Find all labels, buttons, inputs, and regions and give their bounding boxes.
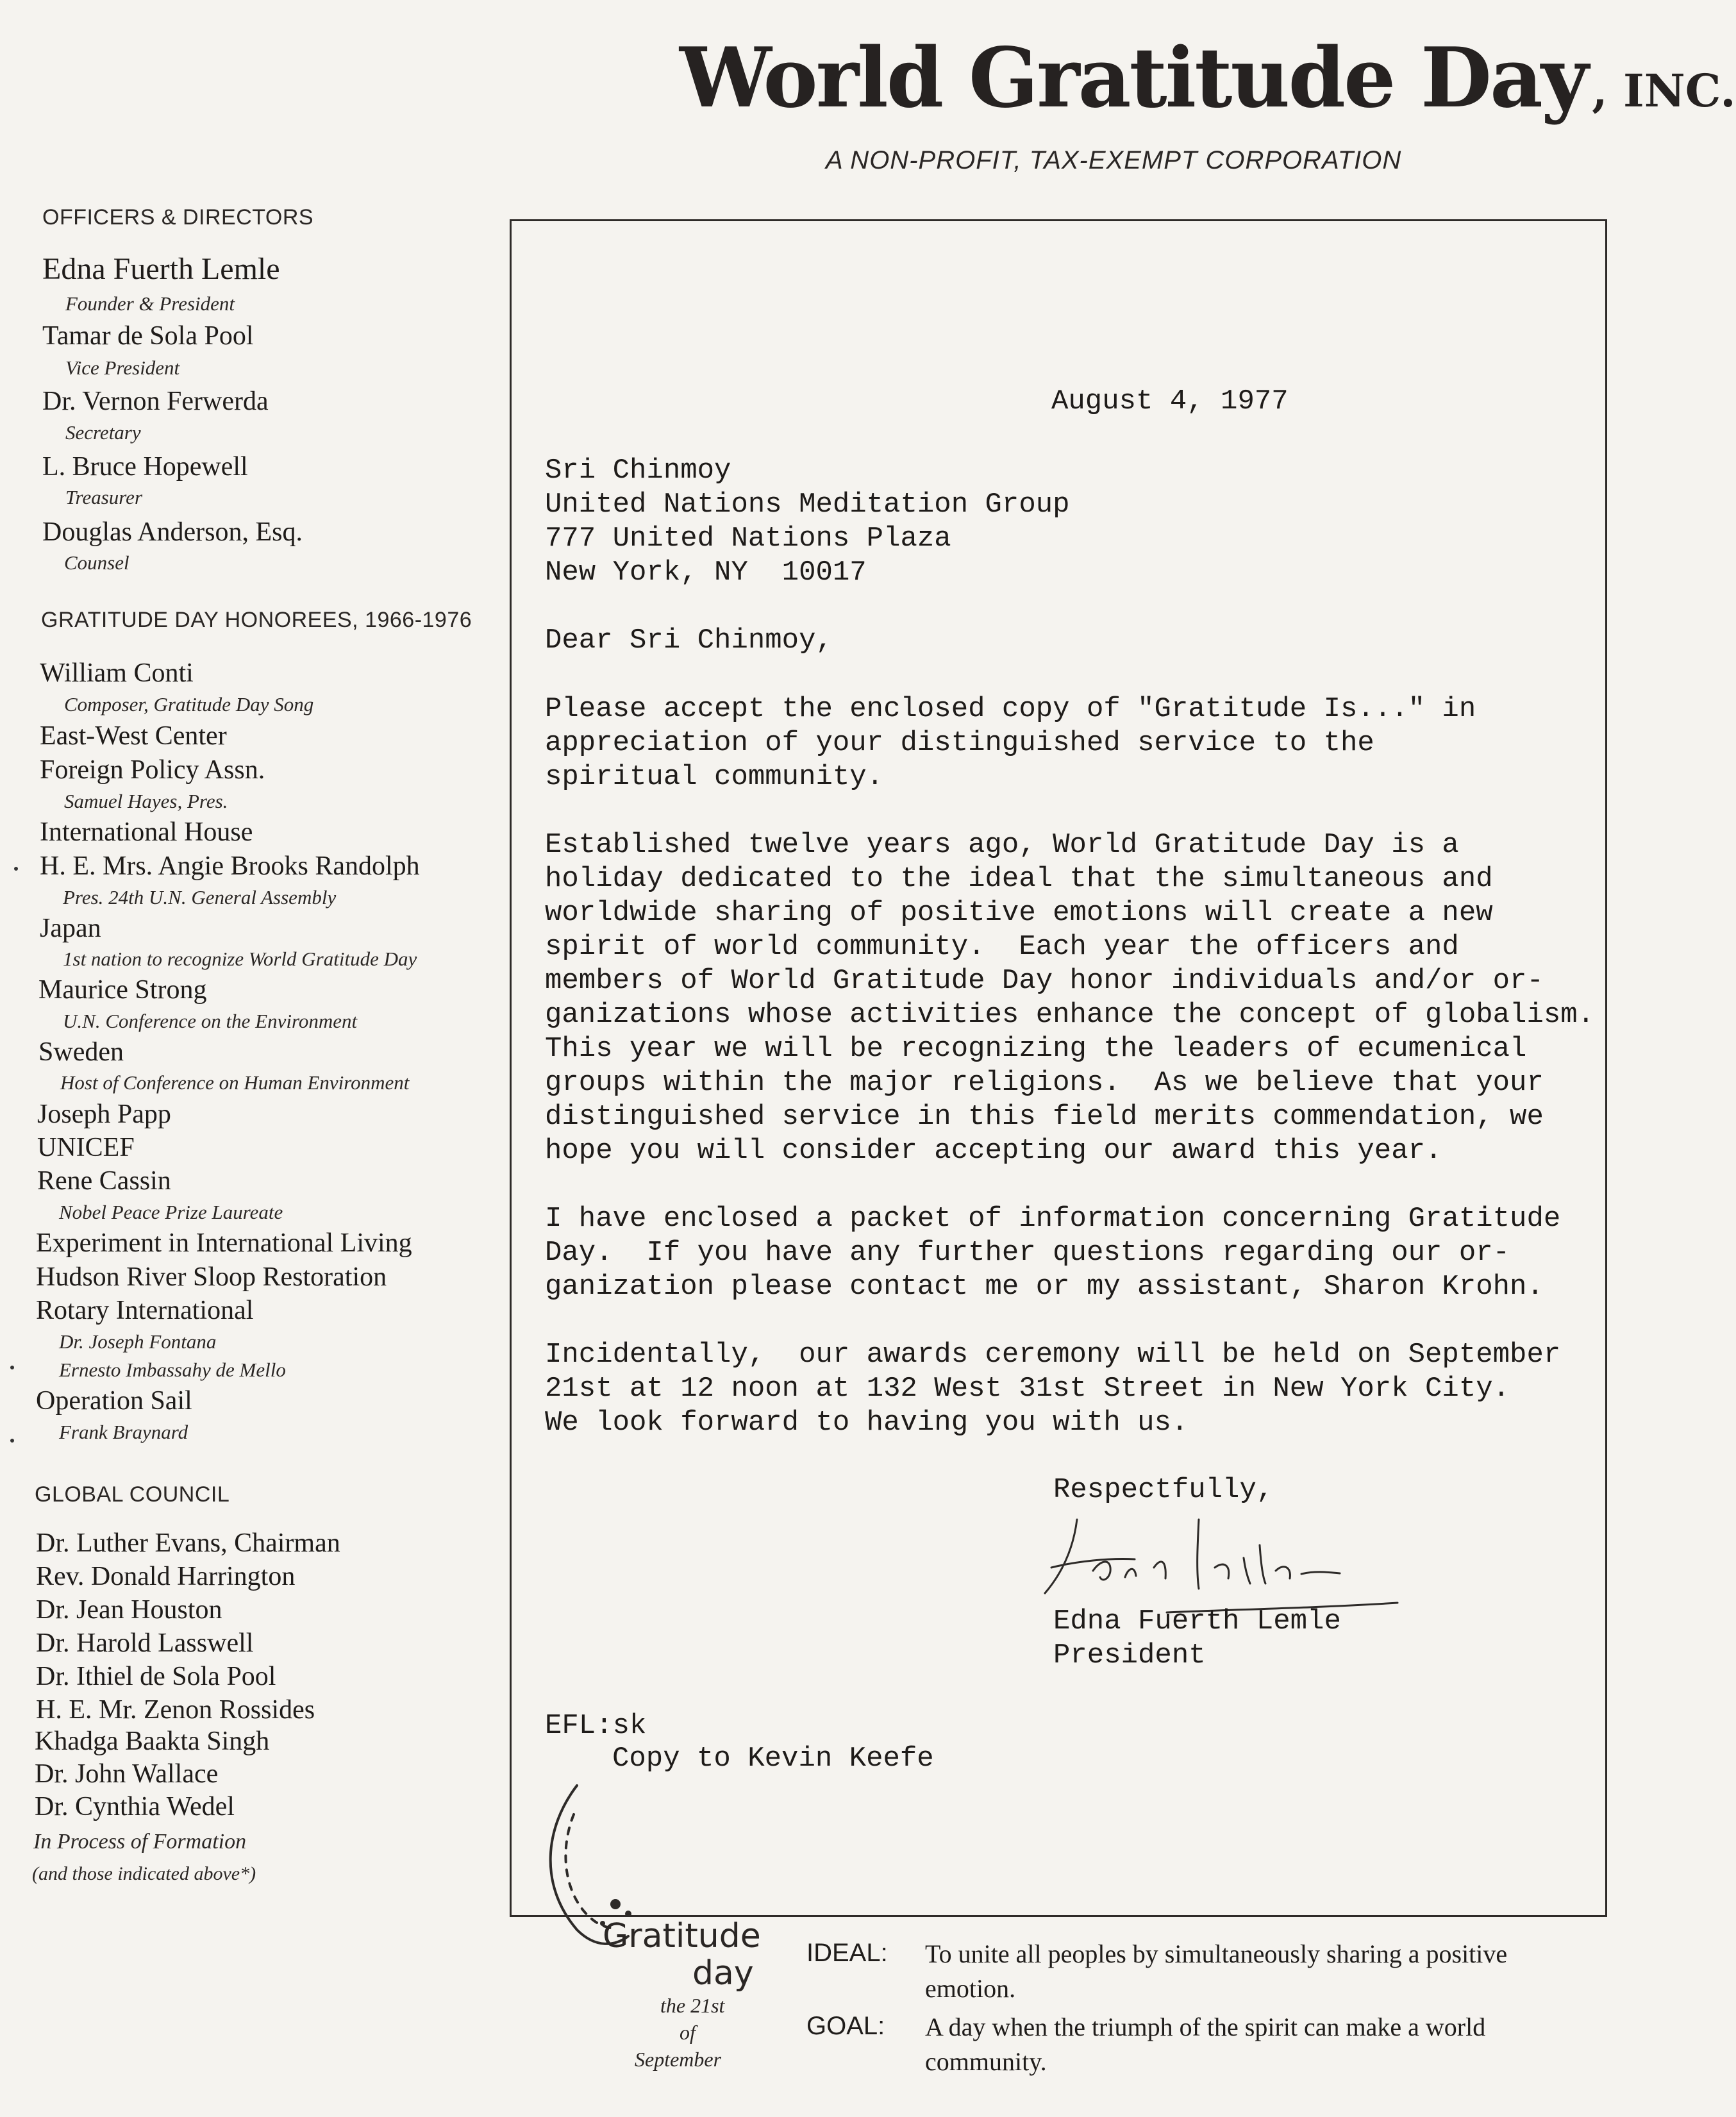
- honoree-note: Frank Braynard: [59, 1421, 188, 1443]
- letter-date: August 4, 1977: [1051, 385, 1289, 417]
- ideal-text: emotion.: [925, 1974, 1016, 2003]
- honoree-name: Foreign Policy Assn.: [40, 755, 265, 785]
- council-heading: GLOBAL COUNCIL: [35, 1482, 230, 1507]
- paragraph-line: ganizations whose activities enhance the concept of globalism.: [545, 999, 1595, 1031]
- formation-sub: (and those indicated above*): [32, 1863, 256, 1884]
- officer-role: Secretary: [65, 421, 141, 444]
- letterhead-suffix: , INC.: [1592, 64, 1736, 117]
- paragraph-line: spiritual community.: [545, 761, 884, 793]
- officer-name: Dr. Vernon Ferwerda: [42, 387, 269, 416]
- paragraph-line: spirit of world community. Each year the officers and: [545, 931, 1459, 963]
- paragraph-line: We look forward to having you with us.: [545, 1407, 1189, 1439]
- council-member: H. E. Mr. Zenon Rossides: [36, 1695, 315, 1725]
- honoree-name: Sweden: [38, 1037, 124, 1067]
- honoree-note: Pres. 24th U.N. General Assembly: [63, 886, 337, 908]
- honoree-name: UNICEF: [37, 1133, 135, 1162]
- paragraph-line: I have enclosed a packet of information concerning Gratitude: [545, 1203, 1561, 1235]
- honoree-note: Nobel Peace Prize Laureate: [59, 1201, 283, 1223]
- emblem-script: of: [680, 2021, 696, 2044]
- honoree-name: Experiment in International Living: [36, 1228, 412, 1258]
- council-member: Dr. Harold Lasswell: [36, 1628, 254, 1658]
- paragraph-line: ganization please contact me or my assistant, Sharon Krohn.: [545, 1271, 1544, 1303]
- paragraph-line: hope you will consider accepting our award this year.: [545, 1135, 1442, 1167]
- officer-role: Treasurer: [65, 486, 143, 508]
- gratitude-day-emblem: [538, 1776, 769, 2084]
- officer-role: Counsel: [64, 551, 129, 574]
- honoree-name: Rene Cassin: [37, 1166, 171, 1196]
- honoree-name: East-West Center: [40, 721, 227, 751]
- signer-name: Edna Fuerth Lemle: [1053, 1605, 1341, 1637]
- council-member: Dr. Jean Houston: [36, 1595, 222, 1625]
- goal-text: A day when the triumph of the spirit can make a world: [925, 2012, 1486, 2041]
- copy-note: Copy to Kevin Keefe: [612, 1743, 934, 1775]
- address-line: Sri Chinmoy: [545, 455, 731, 487]
- paragraph-line: groups within the major religions. As we believe that your: [545, 1067, 1544, 1099]
- paragraph-line: holiday dedicated to the ideal that the simultaneous and: [545, 863, 1493, 895]
- honoree-name: International House: [40, 817, 253, 847]
- reference-initials: EFL:sk: [545, 1710, 647, 1742]
- asterisk-bullet: [10, 1439, 14, 1443]
- letterhead-name: World Gratitude Day: [680, 30, 1587, 126]
- officer-name: Tamar de Sola Pool: [42, 321, 254, 351]
- signer-title: President: [1053, 1639, 1206, 1671]
- officers-heading: OFFICERS & DIRECTORS: [42, 205, 314, 230]
- honoree-note: U.N. Conference on the Environment: [63, 1010, 358, 1032]
- honoree-note: Ernesto Imbassahy de Mello: [59, 1359, 286, 1381]
- officer-name: Douglas Anderson, Esq.: [42, 517, 303, 547]
- council-member: Dr. Luther Evans, Chairman: [36, 1528, 340, 1558]
- honoree-note: Dr. Joseph Fontana: [59, 1330, 217, 1353]
- emblem-word-gratitude: Gratitude: [603, 1917, 761, 1955]
- handwritten-signature: [1039, 1507, 1487, 1616]
- paragraph-line: distinguished service in this field merits commendation, we: [545, 1101, 1544, 1133]
- ideal-text: To unite all peoples by simultaneously sharing a positive: [925, 1939, 1508, 1968]
- paragraph-line: Incidentally, our awards ceremony will be held on September: [545, 1339, 1561, 1371]
- paragraph-line: Established twelve years ago, World Gratitude Day is a: [545, 829, 1459, 861]
- honoree-note: 1st nation to recognize World Gratitude Day: [63, 948, 417, 970]
- paragraph-line: Day. If you have any further questions regarding our or-: [545, 1237, 1510, 1269]
- council-member: Khadga Baakta Singh: [35, 1727, 270, 1756]
- council-member: Dr. Ithiel de Sola Pool: [36, 1662, 276, 1691]
- closing: Respectfully,: [1053, 1474, 1274, 1506]
- emblem-word-day: day: [692, 1954, 754, 1993]
- officer-role: Vice President: [65, 356, 180, 379]
- asterisk-bullet: [10, 1366, 14, 1369]
- honoree-note: Host of Conference on Human Environment: [60, 1071, 410, 1094]
- paragraph-line: appreciation of your distinguished service to the: [545, 727, 1374, 759]
- officer-name: Edna Fuerth Lemle: [42, 252, 280, 286]
- officer-name: L. Bruce Hopewell: [42, 452, 248, 481]
- honoree-name: Rotary International: [36, 1296, 254, 1325]
- address-line: 777 United Nations Plaza: [545, 523, 951, 555]
- council-member: Dr. John Wallace: [35, 1759, 219, 1789]
- sidebar: [0, 0, 500, 2117]
- emblem-script: September: [635, 2048, 722, 2071]
- formation-note: In Process of Formation: [33, 1830, 247, 1853]
- honoree-name: William Conti: [40, 658, 194, 688]
- paragraph-line: Please accept the enclosed copy of "Gratitude Is..." in: [545, 693, 1476, 725]
- paragraph-line: worldwide sharing of positive emotions will create a new: [545, 897, 1493, 929]
- honoree-name: Maurice Strong: [38, 975, 207, 1005]
- honoree-name: H. E. Mrs. Angie Brooks Randolph: [40, 851, 420, 881]
- ideal-label: IDEAL:: [806, 1939, 888, 1967]
- honoree-name: Operation Sail: [36, 1386, 192, 1416]
- goal-text: community.: [925, 2047, 1047, 2076]
- letterhead-tagline: A NON-PROFIT, TAX-EXEMPT CORPORATION: [826, 146, 1402, 174]
- honorees-heading: GRATITUDE DAY HONOREES, 1966-1976: [41, 608, 472, 632]
- letterhead-logo: [680, 30, 1736, 126]
- asterisk-bullet: [14, 867, 18, 871]
- address-line: New York, NY 10017: [545, 556, 867, 589]
- council-member: Rev. Donald Harrington: [36, 1562, 296, 1591]
- emblem-script: the 21st: [660, 1994, 725, 2017]
- address-line: United Nations Meditation Group: [545, 489, 1070, 521]
- paragraph-line: 21st at 12 noon at 132 West 31st Street in New York City.: [545, 1373, 1510, 1405]
- paragraph-line: This year we will be recognizing the leaders of ecumenical: [545, 1033, 1527, 1065]
- officer-role: Founder & President: [65, 292, 235, 315]
- honoree-note: Samuel Hayes, Pres.: [64, 790, 228, 812]
- honoree-note: Composer, Gratitude Day Song: [64, 693, 314, 715]
- salutation: Dear Sri Chinmoy,: [545, 624, 833, 657]
- council-member: Dr. Cynthia Wedel: [35, 1792, 235, 1821]
- honoree-name: Joseph Papp: [37, 1100, 171, 1129]
- honoree-name: Hudson River Sloop Restoration: [36, 1262, 387, 1292]
- goal-label: GOAL:: [806, 2012, 885, 2040]
- paragraph-line: members of World Gratitude Day honor individuals and/or or-: [545, 965, 1544, 997]
- honoree-name: Japan: [40, 914, 101, 943]
